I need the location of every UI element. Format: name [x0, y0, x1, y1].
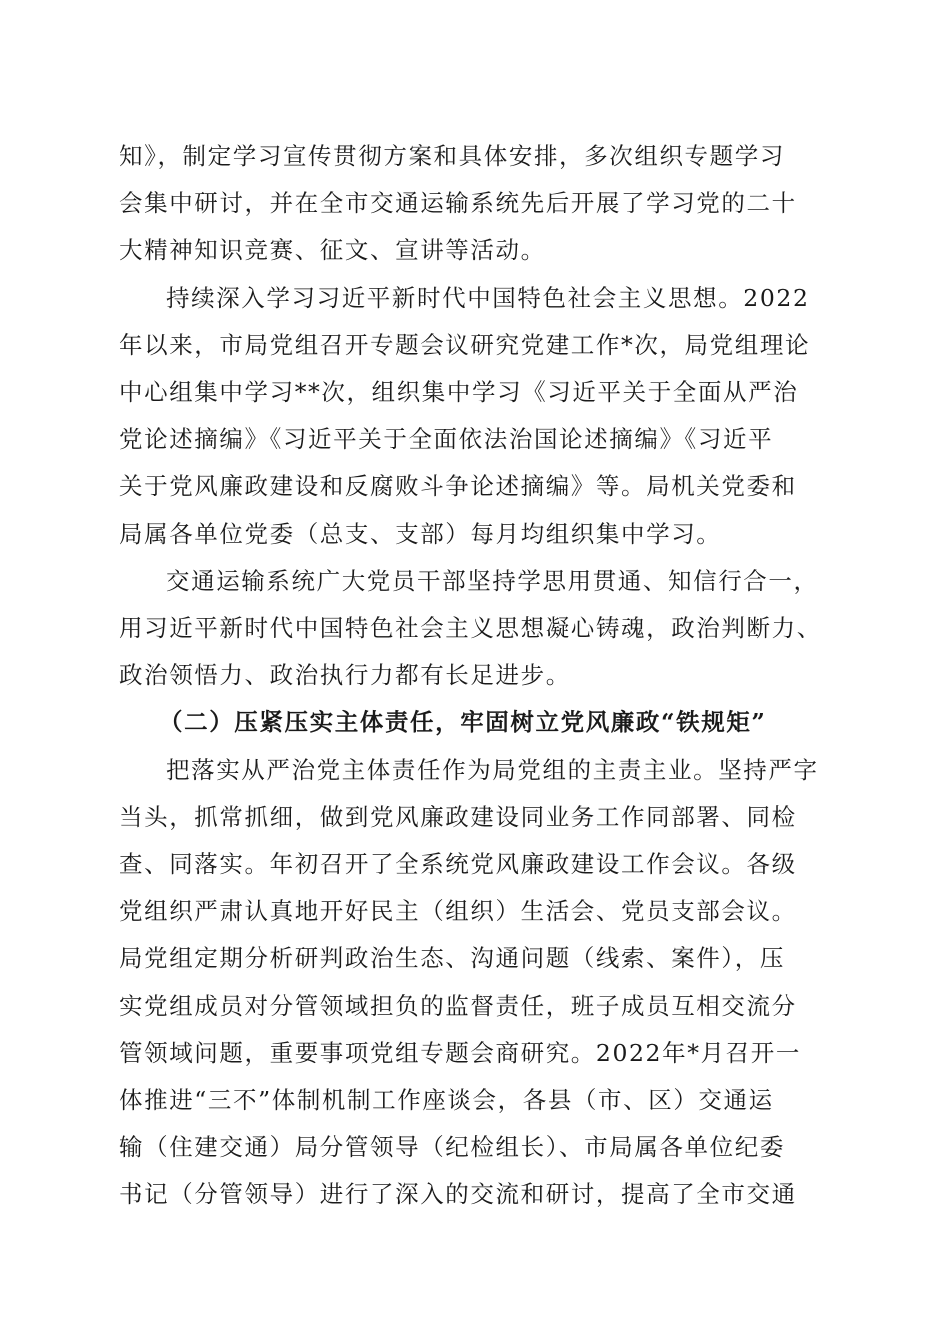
text-line: 把落实从严治党主体责任作为局党组的主责主业。坚持严字 [166, 755, 819, 784]
text-line: 交通运输系统广大党员干部坚持学思用贯通、知信行合一， [166, 566, 819, 595]
text-line: 书记（分管领导）进行了深入的交流和研讨，提高了全市交通 [119, 1180, 797, 1209]
document-page [119, 133, 831, 1219]
text-line: 中心组集中学习**次，组织集中学习《习近平关于全面从严治 [119, 378, 799, 407]
text-line: 政治领悟力、政治执行力都有长足进步。 [119, 661, 571, 690]
paragraph-main-responsibility [119, 747, 831, 1219]
paragraph-study-thought [119, 275, 831, 558]
text-line: 局属各单位党委（总支、支部）每月均组织集中学习。 [119, 519, 722, 548]
text-line: 用习近平新时代中国特色社会主义思想凝心铸魂，政治判断力、 [119, 614, 822, 643]
text-line: 局党组定期分析研判政治生态、沟通问题（线索、案件），压 [119, 944, 785, 973]
text-line: 查、同落实。年初召开了全系统党风廉政建设工作会议。各级 [119, 850, 797, 879]
text-line: 当头，抓常抓细，做到党风廉政建设同业务工作同部署、同检 [119, 802, 797, 831]
text-line: 年以来，市局党组召开专题会议研究党建工作*次，局党组理论 [119, 330, 811, 359]
text-line: 输（住建交通）局分管领导（纪检组长）、市局属各单位纪委 [119, 1133, 785, 1162]
text-line: 会集中研讨，并在全市交通运输系统先后开展了学习党的二十 [119, 189, 797, 218]
text-line: 持续深入学习习近平新时代中国特色社会主义思想。2022 [166, 283, 810, 312]
text-line: 大精神知识竞赛、征文、宣讲等活动。 [119, 236, 546, 265]
text-line: 知》，制定学习宣传贯彻方案和具体安排，多次组织专题学习 [119, 142, 785, 170]
heading-text: （二）压紧压实主体责任，牢固树立党风廉政“铁规矩” [159, 708, 767, 737]
paragraph-continuation [119, 133, 831, 275]
text-line: 管领域问题，重要事项党组专题会商研究。2022年*月召开一 [119, 1038, 801, 1067]
text-line: 体推进“三不”体制机制工作座谈会，各县（市、区）交通运 [119, 1086, 774, 1115]
text-line: 党论述摘编》《习近平关于全面依法治国论述摘编》《习近平 [119, 425, 774, 454]
text-line: 实党组成员对分管领域担负的监督责任，班子成员互相交流分 [119, 991, 797, 1020]
paragraph-cadres-progress [119, 558, 831, 700]
text-line: 党组织严肃认真地开好民主（组织）生活会、党员支部会议。 [119, 897, 797, 926]
section-heading [119, 699, 831, 746]
text-line: 关于党风廉政建设和反腐败斗争论述摘编》等。局机关党委和 [119, 472, 797, 501]
